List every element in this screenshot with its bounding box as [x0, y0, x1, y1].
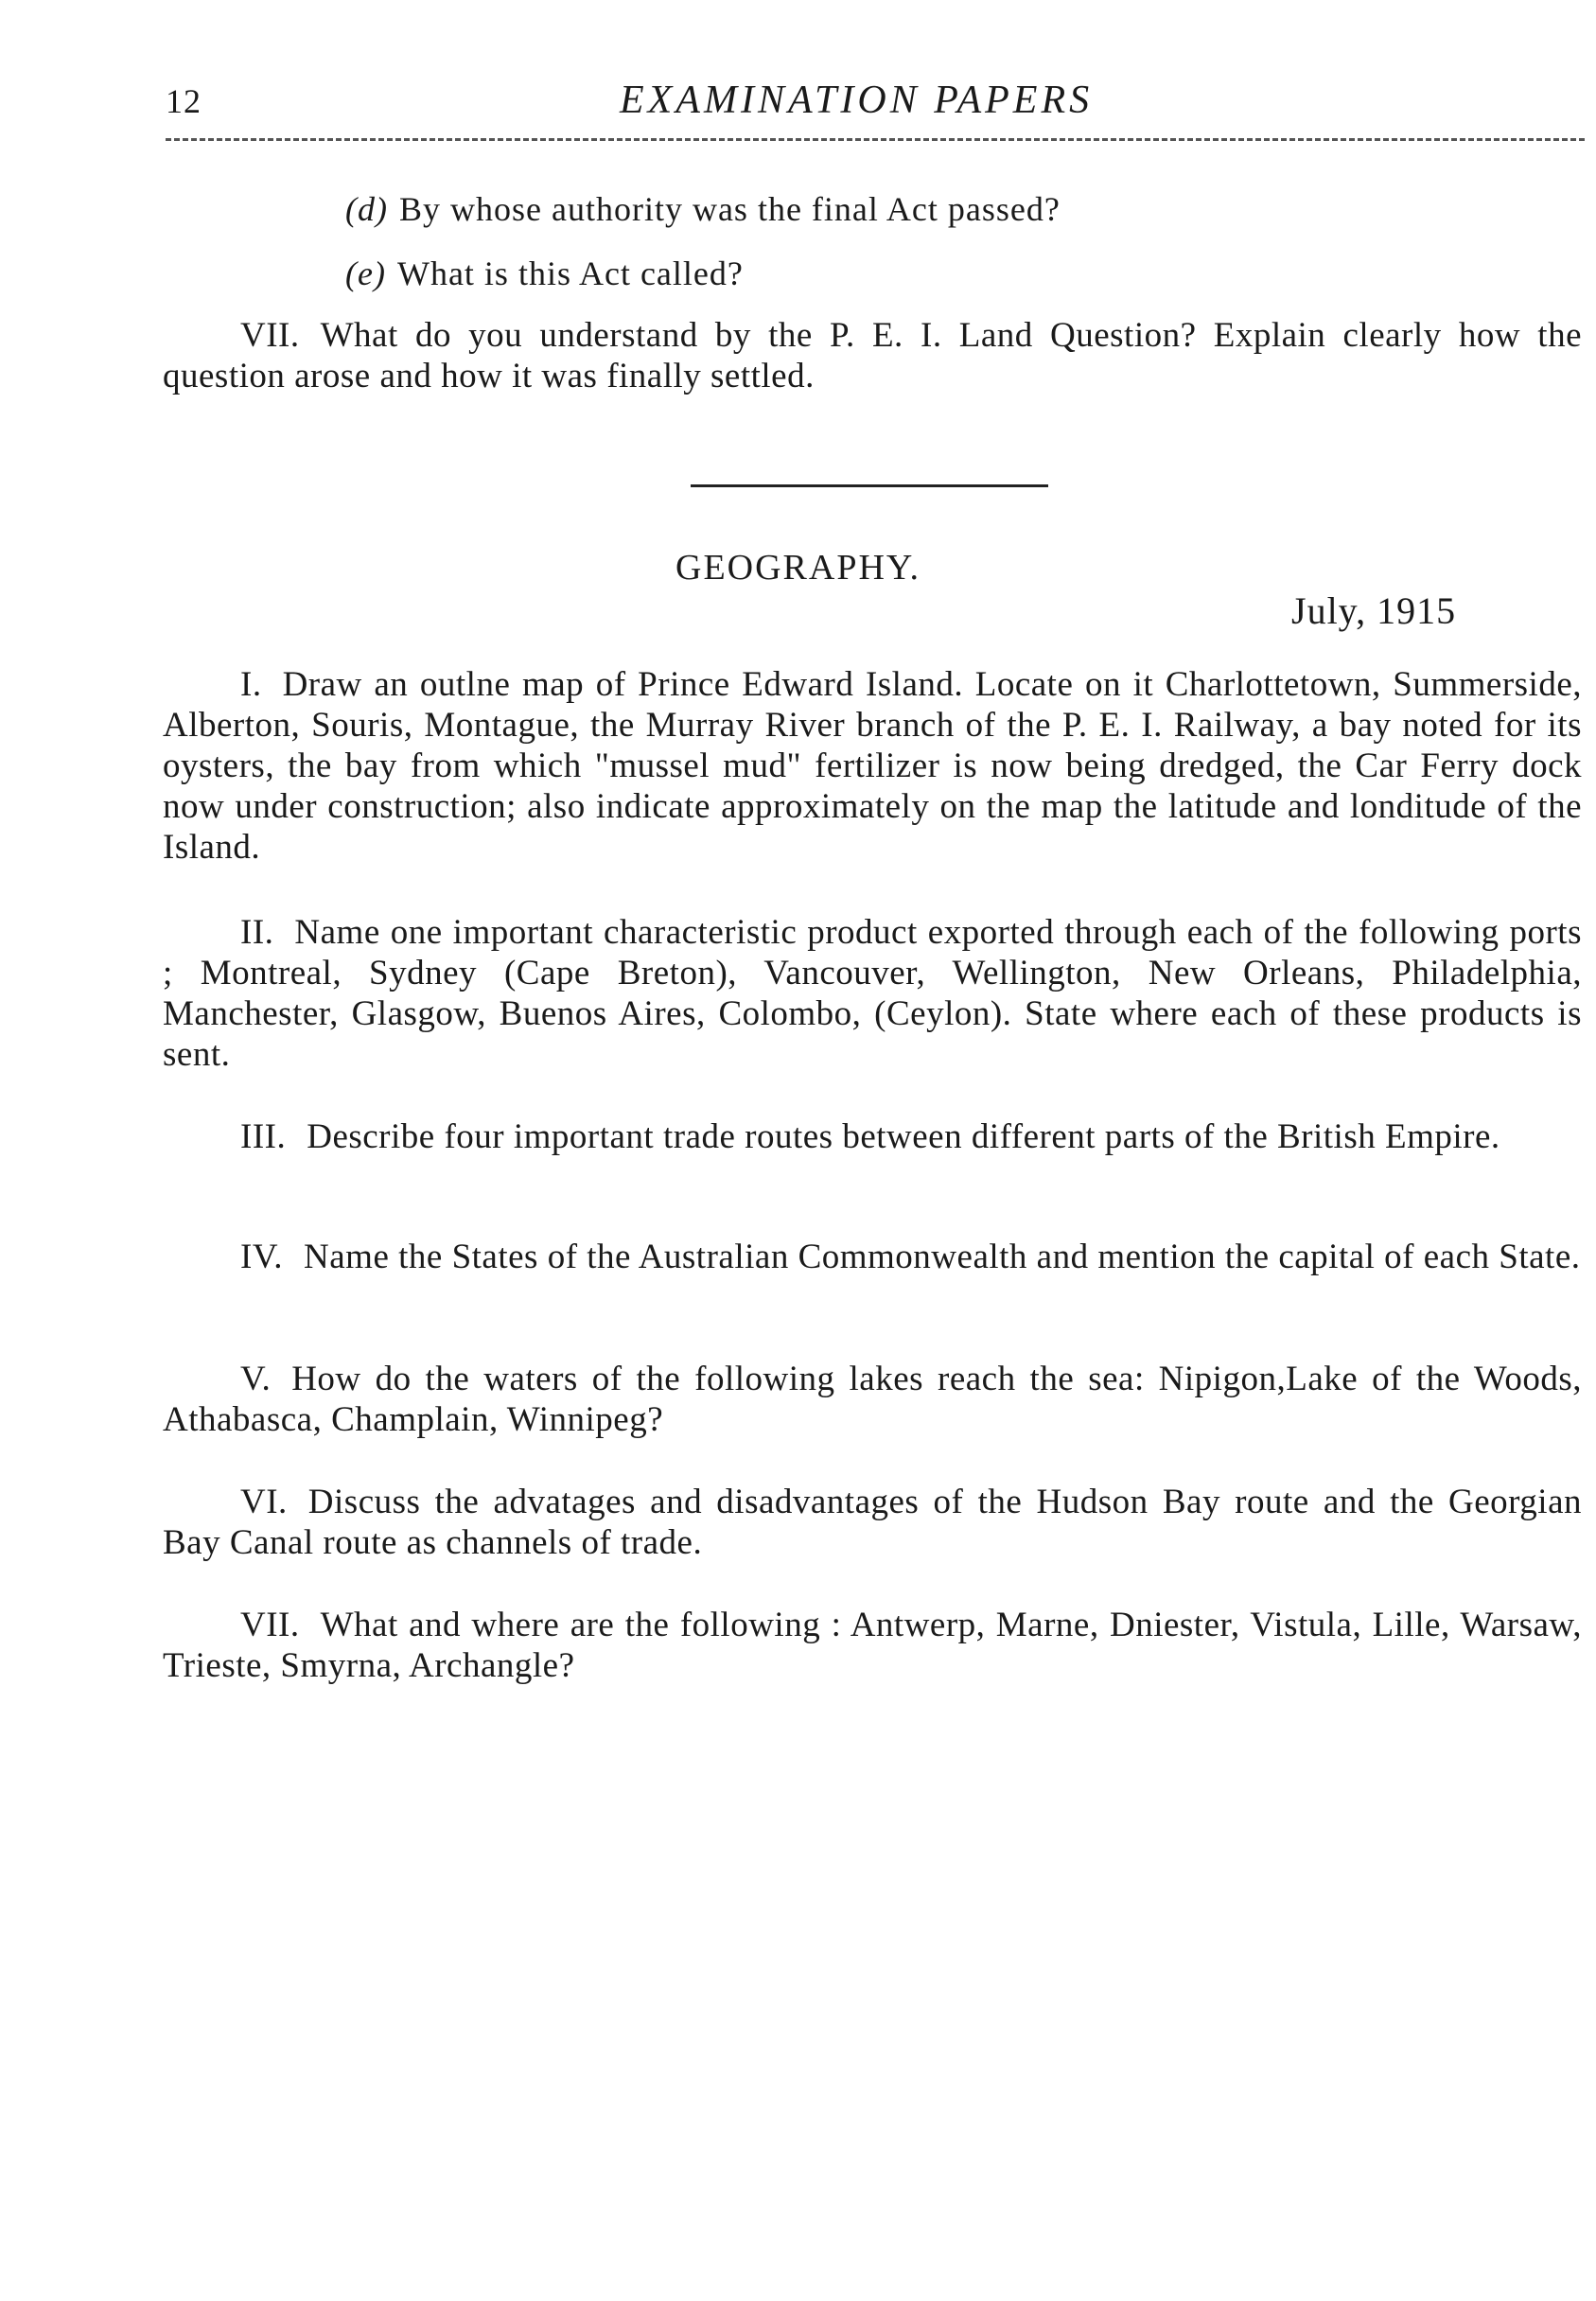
geography-question-iv: [163, 1237, 1582, 1277]
question-number: VII.: [240, 1606, 300, 1644]
sub-question-label: (e): [345, 255, 386, 292]
question-number: IV.: [240, 1238, 284, 1276]
question-text: Name the States of the Australian Commonwealth and mention the capital of each State.: [304, 1238, 1581, 1276]
running-title: EXAMINATION PAPERS: [620, 79, 1094, 122]
question-text: Draw an outlne map of Prince Edward Island. Locate on it Charlottetown, Summerside, Alberton, Souris, Montague, the Murray River branch of the P. E. I. Railway, a bay noted for its oysters, the bay from which "mussel mud" fertilizer is now being dredged, the Car Ferry dock now under construction; also indicate approximately on the map the latitude and londitude of the Island.: [163, 665, 1582, 867]
header-rule: [166, 138, 1585, 141]
sub-question-label: (d): [345, 190, 388, 228]
geography-question-iii: [163, 1116, 1582, 1157]
page-header: [166, 78, 1585, 134]
sub-question-e: [345, 254, 744, 293]
geography-question-v: [163, 1359, 1582, 1440]
question-text: How do the waters of the following lakes reach the sea: Nipigon,Lake of the Woods, Athabasca, Champlain, Winnipeg?: [163, 1360, 1582, 1439]
history-question-vii: [163, 315, 1582, 396]
question-number: II.: [240, 913, 274, 952]
question-text: Describe four important trade routes between different parts of the British Empire.: [307, 1117, 1500, 1156]
geography-question-i: [163, 664, 1582, 868]
question-text: What do you understand by the P. E. I. Land Question? Explain clearly how the question arose and how it was finally settled.: [163, 316, 1582, 395]
question-number: V.: [240, 1360, 272, 1398]
question-text: Discuss the advatages and disadvantages of the Hudson Bay route and the Georgian Bay Canal route as channels of trade.: [163, 1483, 1582, 1562]
section-date: July, 1915: [1291, 589, 1457, 632]
question-number: VI.: [240, 1483, 288, 1521]
page-number: 12: [166, 82, 202, 120]
geography-question-ii: [163, 912, 1582, 1075]
section-divider: [691, 484, 1048, 487]
question-text: What and where are the following : Antwerp, Marne, Dniester, Vistula, Lille, Warsaw, Trieste, Smyrna, Archangle?: [163, 1606, 1582, 1685]
section-title: GEOGRAPHY.: [675, 548, 921, 588]
question-text: Name one important characteristic product exported through each of the following ports ; Montreal, Sydney (Cape Breton), Vancouver, Wellington, New Orleans, Philadelphia, Manchester, Glasgow, Buenos Aires, Colombo, (Ceylon). State where each of these products is sent.: [163, 913, 1582, 1074]
sub-question-text: By whose authority was the final Act passed?: [398, 190, 1061, 228]
sub-question-d: [345, 189, 1061, 229]
question-number: I.: [240, 665, 262, 704]
geography-question-vii: [163, 1605, 1582, 1686]
sub-question-text: What is this Act called?: [396, 255, 744, 292]
geography-question-vi: [163, 1482, 1582, 1563]
question-number: III.: [240, 1117, 287, 1156]
question-number: VII.: [240, 316, 300, 355]
